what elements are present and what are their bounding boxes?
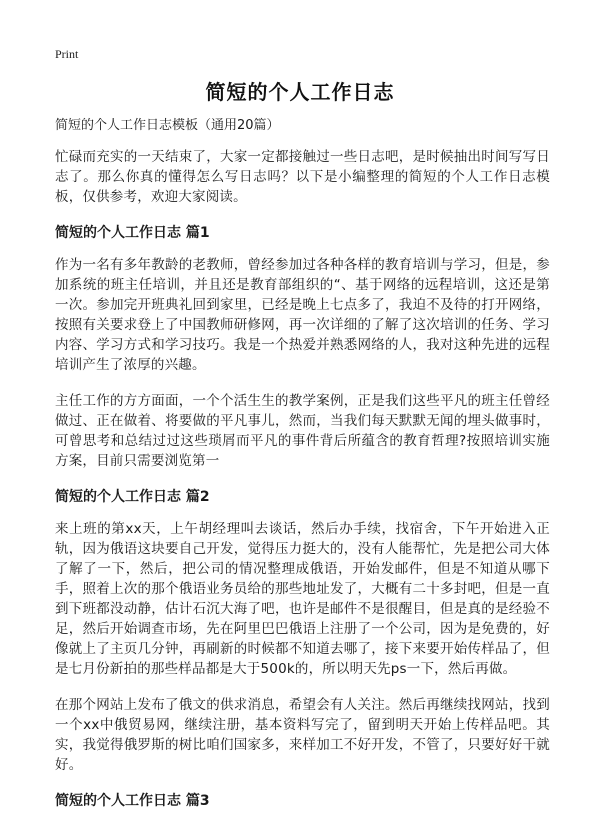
- section-heading-3: 简短的个人工作日志 篇3: [55, 793, 210, 809]
- paragraph: 主任工作的方方面面，一个个活生生的教学案例，正是我们这些平凡的班主任曾经做过、正在做着、将要做的平凡事儿，然而，当我们每天默默无闻的埋头做事时，可曾思考和总结过过这些琐屑而平凡的事件背后所蕴含的教育哲理?按照培训实施方案，目前只需要浏览第一: [55, 393, 550, 469]
- document-body: [55, 116, 550, 823]
- paragraph: 在那个网站上发布了俄文的供求消息，希望会有人关注。然后再继续找网站，找到一个xx中俄贸易网，继续注册，基本资料写完了，留到明天开始上传样品吧。其实，我觉得俄罗斯的树比咱们国家多，来样加工不好开发，不管了，只要好好干就好。: [55, 697, 550, 773]
- section-heading-1: 简短的个人工作日志 篇1: [55, 225, 210, 241]
- intro-paragraph: 忙碌而充实的一天结束了，大家一定都接触过一些日志吧，是时候抽出时间写写日志了。那么你真的懂得怎么写日志吗？以下是小编整理的简短的个人工作日志模板，仅供参考，欢迎大家阅读。: [55, 149, 550, 205]
- page-title: 简短的个人工作日志: [205, 80, 395, 104]
- paragraph: 来上班的第xx天，上午胡经理叫去谈话，然后办手续，找宿舍，下午开始进入正轨，因为俄语这块要自己开发，觉得压力挺大的，没有人能帮忙，先是把公司大体了解了一下，然后，把公司的情况整理成俄语，开始发邮件，但是不知道从哪下手，照着上次的那个俄语业务员给的那些地址发了，大概有二十多封吧，但是一直到下班都没动静，估计石沉大海了吧，也许是邮件不是很醒目，但是真的是经验不足，然后开始调查市场，先在阿里巴巴俄语上注册了一个公司，因为是免费的，好像就上了主页几分钟，再刷新的时候都不知道去哪了，接下来要开始传样品了，但是七月份新拍的那些样品都是大于500k的，所以明天先ps一下，然后再做。: [55, 521, 550, 677]
- section-heading-2: 简短的个人工作日志 篇2: [55, 489, 210, 505]
- paragraph: 作为一名有多年教龄的老教师，曾经参加过各种各样的教育培训与学习，但是，参加系统的班主任培训，并且还是教育部组织的“、基于网络的远程培训，这还是第一次。参加完开班典礼回到家里，已经是晚上七点多了，我迫不及待的打开网络，按照有关要求登上了中国教师研修网，再一次详细的了解了这次培训的任务、学习内容、学习方式和学习技巧。我是一个热爱并熟悉网络的人，我对这种先进的远程培训产生了浓厚的兴趣。: [55, 257, 550, 373]
- document-subtitle: 简短的个人工作日志模板（通用20篇）: [55, 118, 280, 133]
- print-link[interactable]: Print: [55, 47, 79, 61]
